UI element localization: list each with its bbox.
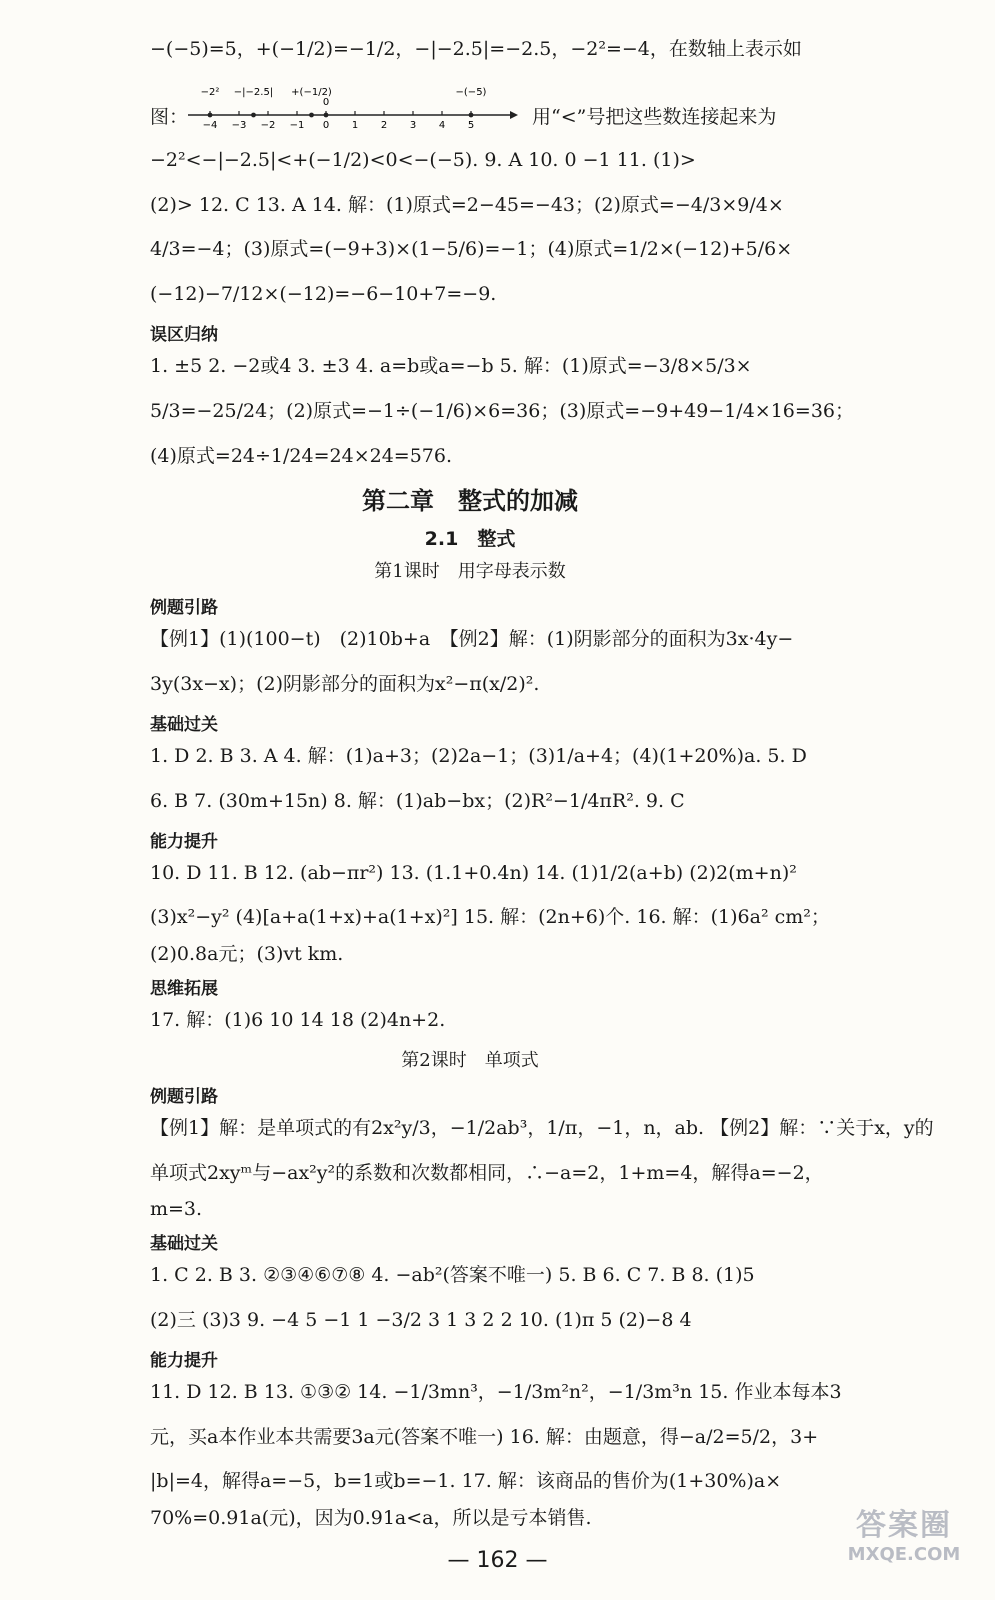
answer-line: 6. B 7. (30m+15n) 8. 解：(1)ab−bx；(2)R²−1/4πR². 9. C <box>150 789 685 812</box>
answer-line: (3)x²−y² (4)[a+a(1+x)+a(1+x)²] 15. 解：(2n+6)个. 16. 解：(1)6a² cm²； <box>150 906 830 929</box>
number-line-row <box>150 83 790 129</box>
answer-line: (2)0.8a元；(3)vt km. <box>150 943 344 966</box>
number-line-point-label: −2² <box>200 86 220 98</box>
answer-line: 1. C 2. B 3. ②③④⑥⑦⑧ 4. −ab²(答案不唯一) 5. B 6. C 7. B 8. (1)5 <box>150 1264 755 1287</box>
answer-line: 11. D 12. B 13. ①③② 14. −1/3mn³，−1/3m²n²，−1/3m³n 15. 作业本每本3 <box>150 1380 842 1403</box>
number-line-tick-label: 1 <box>351 119 359 129</box>
number-line-point <box>469 112 474 117</box>
number-line-point <box>309 112 314 117</box>
answer-line: 3y(3x−x)；(2)阴影部分的面积为x²−π(x/2)². <box>150 673 540 696</box>
number-line-prefix: 图： <box>150 105 189 128</box>
lesson-title: 第1课时 用字母表示数 <box>374 561 566 583</box>
number-line-point-label: −|−2.5| <box>233 86 274 98</box>
answer-line: −2²<−|−2.5|<+(−1/2)<0<−(−5). 9. A 10. 0 −1 11. (1)> <box>150 148 696 171</box>
number-line-point-label: −(−5) <box>455 86 487 98</box>
number-line-point-label: 0 <box>322 96 330 108</box>
number-line-point <box>208 112 213 117</box>
section-heading: 能力提升 <box>150 1350 218 1371</box>
number-line-point <box>251 112 256 117</box>
section-title: 2.1 整式 <box>424 528 516 551</box>
number-line-tick-label: −1 <box>289 119 305 129</box>
number-line-tick-label: 4 <box>438 119 446 129</box>
answer-line: 5/3=−25/24；(2)原式=−1÷(−1/6)×6=36；(3)原式=−9+49−1/4×16=36； <box>150 399 854 422</box>
answer-line: 10. D 11. B 12. (ab−πr²) 13. (1.1+0.4n) 14. (1)1/2(a+b) (2)2(m+n)² <box>150 861 797 884</box>
answer-line: 【例1】(1)(100−t) (2)10b+a 【例2】解：(1)阴影部分的面积为3x·4y− <box>150 628 794 651</box>
answer-line: 70%=0.91a(元)，因为0.91a<a，所以是亏本销售. <box>150 1507 592 1530</box>
answer-line: 1. ±5 2. −2或4 3. ±3 4. a=b或a=−b 5. 解：(1)原式=−3/8×5/3× <box>150 354 752 377</box>
watermark-text: 答案圈 <box>856 1508 952 1543</box>
section-heading: 能力提升 <box>150 831 218 852</box>
section-heading: 基础过关 <box>150 714 218 735</box>
number-line-figure <box>188 83 518 129</box>
section-heading: 思维拓展 <box>150 978 218 999</box>
number-line-tick-label: 3 <box>409 119 417 129</box>
number-line-tick-label: 5 <box>467 119 475 129</box>
answer-line: 单项式2xyᵐ与−ax²y²的系数和次数都相同，∴−a=2，1+m=4，解得a=−2， <box>150 1161 824 1184</box>
section-heading: 例题引路 <box>150 598 218 619</box>
watermark-logo <box>829 1500 979 1565</box>
answer-line: −(−5)=5，+(−1/2)=−1/2，−|−2.5|=−2.5，−2²=−4，在数轴上表示如 <box>150 38 802 60</box>
number-line-suffix: 用“<”号把这些数连接起来为 <box>532 105 777 128</box>
answer-line: 17. 解：(1)6 10 14 18 (2)4n+2. <box>150 1008 446 1031</box>
answer-line: 【例1】解：是单项式的有2x²y/3，−1/2ab³，1/π，−1，n，ab. 【例2】解：∵关于x，y的 <box>150 1116 934 1139</box>
number-line-tick-label: −3 <box>231 119 247 129</box>
number-line-point <box>324 112 329 117</box>
page-number: — 162 — <box>447 1548 548 1573</box>
number-line-point-label: +(−1/2) <box>291 86 332 98</box>
answer-line: (2)三 (3)3 9. −4 5 −1 1 −3/2 3 1 3 2 2 10. (1)π 5 (2)−8 4 <box>150 1308 692 1331</box>
answer-line: 4/3=−4；(3)原式=(−9+3)×(1−5/6)=−1；(4)原式=1/2×(−12)+5/6× <box>150 238 793 261</box>
answer-line: (−12)−7/12×(−12)=−6−10+7=−9. <box>150 283 497 306</box>
answer-line: |b|=4，解得a=−5，b=1或b=−1. 17. 解：该商品的售价为(1+30%)a× <box>150 1470 782 1493</box>
number-line-tick-label: 0 <box>322 119 330 129</box>
lesson-title: 第2课时 单项式 <box>401 1049 539 1071</box>
number-line-tick-label: 2 <box>380 119 388 129</box>
answer-line: 1. D 2. B 3. A 4. 解：(1)a+3；(2)2a−1；(3)1/a+4；(4)(1+20%)a. 5. D <box>150 744 807 767</box>
section-heading: 例题引路 <box>150 1086 218 1107</box>
chapter-title: 第二章 整式的加减 <box>362 487 578 516</box>
answer-line: (4)原式=24÷1/24=24×24=576. <box>150 444 453 467</box>
watermark-url: MXQE.COM <box>847 1544 961 1565</box>
number-line-tick-label: −2 <box>260 119 276 129</box>
section-heading: 基础过关 <box>150 1234 218 1255</box>
answer-line: 元，买a本作业本共需要3a元(答案不唯一) 16. 解：由题意，得−a/2=5/2，3+ <box>150 1425 819 1448</box>
section-heading: 误区归纳 <box>150 324 218 345</box>
answer-line: m=3. <box>150 1198 203 1221</box>
answer-line: (2)> 12. C 13. A 14. 解：(1)原式=2−45=−43；(2)原式=−4/3×9/4× <box>150 193 784 216</box>
number-line-tick-label: −4 <box>202 119 218 129</box>
